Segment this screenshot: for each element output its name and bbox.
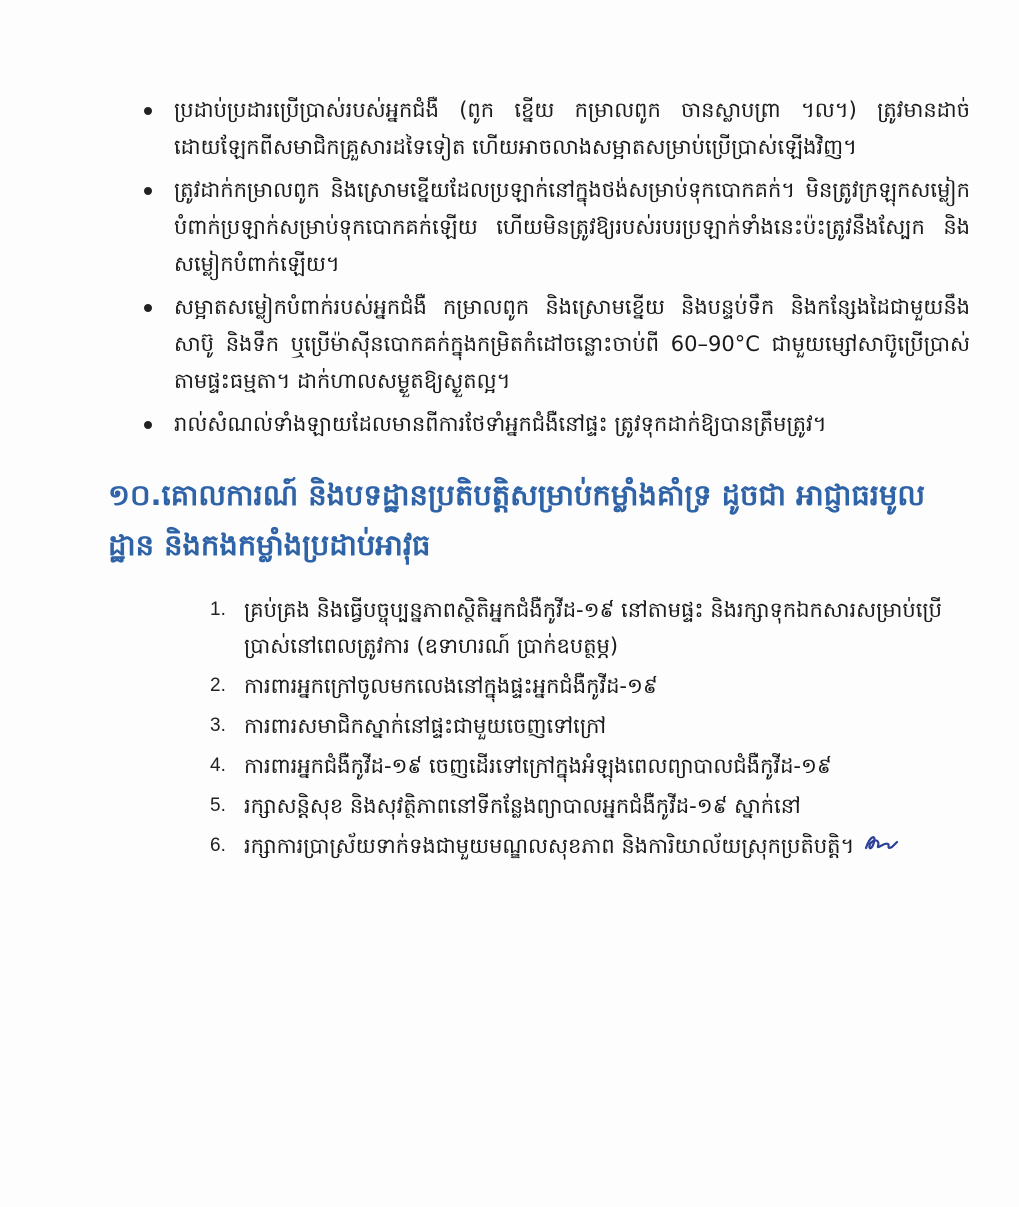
item-text: ការពារអ្នកជំងឺកូវីដ-១៩ ចេញដើរទៅក្រៅក្នុងអំឡុងពេលព្យាបាលជំងឺកូវីដ-១៩ (244, 754, 832, 778)
bullet-list (140, 92, 970, 449)
handwritten-initial-icon (862, 829, 900, 865)
item-number: 4. (210, 755, 226, 776)
item-number: 3. (210, 715, 226, 736)
numbered-item (210, 828, 970, 865)
numbered-item (210, 788, 970, 824)
numbered-item (210, 708, 970, 744)
bullet-dot-icon (144, 187, 152, 195)
bullet-item (140, 172, 970, 283)
bullet-dot-icon (144, 107, 152, 115)
bullet-text: សម្អាតសម្លៀកបំពាក់របស់អ្នកជំងឺ កម្រាលពូក និងស្រោមខ្នើយ និងបន្ទប់ទឹក និងកន្សែងដៃជាមួយនឹងសាប៊ូ និងទឹក ឬប្រើម៉ាស៊ីនបោកគក់ក្នុងកម្រិតកំដៅចន្លោះចាប់ពី 60–90°C ជាមួយម្សៅសាប៊ូប្រើប្រាស់តាមផ្ទះធម្មតា។ ដាក់ហាលសម្ងួតឱ្យស្ងួតល្អ។ (174, 295, 970, 393)
item-number: 1. (210, 599, 226, 620)
item-text: រក្សាការប្រាស្រ័យទាក់ទងជាមួយមណ្ឌលសុខភាព និងការិយាល័យស្រុកប្រតិបត្តិ។ (244, 834, 855, 858)
bullet-text: ត្រូវដាក់កម្រាលពូក និងស្រោមខ្នើយដែលប្រឡាក់នៅក្នុងថង់សម្រាប់ទុកបោកគក់។ មិនត្រូវក្រឡុកសម្លៀកបំពាក់ប្រឡាក់សម្រាប់ទុកបោកគក់ឡើយ ហើយមិនត្រូវឱ្យរបស់របរប្រឡាក់ទាំងនេះប៉ះត្រូវនឹងស្បែក និងសម្លៀកបំពាក់ឡើយ។ (174, 178, 970, 276)
item-text: គ្រប់គ្រង និងធ្វើបច្ចុប្បន្នភាពស្ថិតិអ្នកជំងឺកូវីដ-១៩ នៅតាមផ្ទះ និងរក្សាទុកឯកសារសម្រាប់ប្រើ ប្រាស់នៅពេលត្រូវការ (ឧទាហរណ៍ ប្រាក់ឧបត្ថម្ភ) (244, 598, 943, 658)
item-text: ការពារអ្នកក្រៅចូលមកលេងនៅក្នុងផ្ទះអ្នកជំងឺកូវីដ-១៩ (244, 674, 658, 698)
bullet-item (140, 289, 970, 400)
bullet-dot-icon (144, 304, 152, 312)
bullet-dot-icon (144, 421, 152, 429)
item-text: ការពារសមាជិកស្នាក់នៅផ្ទះជាមួយចេញទៅក្រៅ (244, 714, 607, 738)
bullet-item (140, 406, 970, 443)
item-number: 2. (210, 675, 226, 696)
numbered-item (210, 668, 970, 704)
item-text: រក្សាសន្តិសុខ និងសុវត្ថិភាពនៅទីកន្លែងព្យាបាលអ្នកជំងឺកូវីដ-១៩ ស្នាក់នៅ (244, 794, 801, 818)
item-number: 5. (210, 795, 226, 816)
numbered-item (210, 592, 970, 664)
bullet-text: រាល់សំណល់ទាំងឡាយដែលមានពីការថែទាំអ្នកជំងឺនៅផ្ទះ ត្រូវទុកដាក់ឱ្យបានត្រឹមត្រូវ។ (174, 412, 827, 436)
item-number: 6. (210, 835, 226, 856)
numbered-item (210, 748, 970, 784)
bullet-item (140, 92, 970, 166)
bullet-text: ប្រដាប់ប្រដារប្រើប្រាស់របស់អ្នកជំងឺ (ពូក ខ្នើយ កម្រាលពូក ចានស្លាបព្រា ។ល។) ត្រូវមានដាច់ដោយឡែកពីសមាជិកគ្រួសារដទៃទៀត ហើយអាចលាងសម្អាតសម្រាប់ប្រើប្រាស់ឡើងវិញ។ (174, 98, 970, 159)
section-heading: ១០.គោលការណ៍ និងបទដ្ឋានប្រតិបត្តិសម្រាប់កម្លាំងគាំទ្រ ដូចជា អាជ្ញាធរមូលដ្ឋាន និងកងកម្លាំងប្រដាប់អាវុធ (108, 478, 925, 562)
numbered-list (210, 592, 970, 869)
